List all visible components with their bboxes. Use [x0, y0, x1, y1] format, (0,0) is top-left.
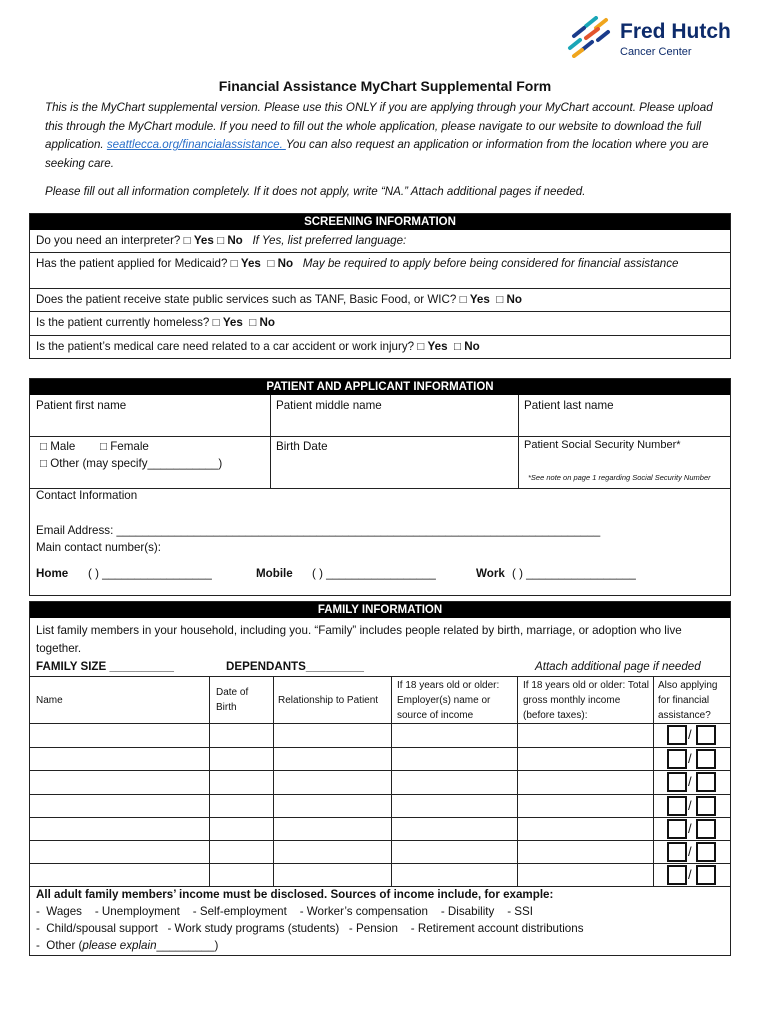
applying-checkbox-no[interactable] — [696, 865, 716, 885]
applying-checkbox-yes[interactable] — [667, 725, 687, 745]
fred-hutch-logo — [566, 16, 736, 60]
family-size-field[interactable]: FAMILY SIZE __________ — [36, 660, 174, 673]
ssn-field[interactable]: Patient Social Security Number* — [524, 439, 681, 451]
col-relationship: Relationship to Patient — [278, 695, 379, 706]
intro-text-a: This is the MyChart supplemental version. Please use this ONLY if you are applying through your MyChart account. Please upload this through the MyChart module. If you need to fill out the whole application, please navigate to our website to download the full application. — [45, 101, 713, 151]
mobile-phone-field[interactable]: ( ) _________________ — [312, 567, 436, 580]
applying-checkbox-no[interactable] — [696, 819, 716, 839]
financial-assistance-link[interactable]: seattlecca.org/financialassistance. — [106, 138, 286, 151]
logo-mark-icon — [566, 16, 612, 58]
birth-date-field[interactable]: Birth Date — [276, 440, 328, 453]
applying-checkbox-no[interactable] — [696, 842, 716, 862]
family-section: FAMILY INFORMATION List family members in your household, including you. “Family” includes people related by birth, marriage, or adoption who live together. FAMILY SIZE __________ DEPENDANTS_________ Attach additional page if needed Name Date of Birth Relationship to Patient If 18 years old or older: Employer(s) name or source of income If 18 years old or older: Total gross monthly income (before taxes): Also applying for financial assistance? / / / / / / / All adult family members’ income must be disclosed. Sources of income include, for example: - Wages - Unemployment - Self-employment - Worker’s compensation - Disability - SSI - Child/spousal support - Work study programs (students) - Pension - Retirement account distributions - Other (please explain_________) — [29, 601, 731, 956]
col-applying: Also applying for financial assistance? — [658, 680, 718, 721]
email-field[interactable]: Email Address: ___________________________________________________________________________ — [36, 524, 601, 537]
medicaid-question[interactable]: Has the patient applied for Medicaid? □ Yes □ No May be required to apply before being considered for financial assistance — [30, 252, 730, 288]
work-phone-field[interactable]: ( ) _________________ — [512, 567, 636, 580]
form-title: Financial Assistance MyChart Supplemental Form — [218, 78, 552, 94]
col-income: If 18 years old or older: Total gross monthly income (before taxes): — [523, 680, 649, 721]
family-header: FAMILY INFORMATION — [30, 602, 730, 618]
dependants-field[interactable]: DEPENDANTS_________ — [226, 660, 364, 673]
contact-info-label: Contact Information — [36, 489, 138, 502]
home-phone-field[interactable]: ( ) _________________ — [88, 567, 212, 580]
homeless-question[interactable]: Is the patient currently homeless? □ Yes □ No — [30, 311, 730, 335]
patient-header: PATIENT AND APPLICANT INFORMATION — [30, 379, 730, 395]
income-line-3[interactable]: - Other (please explain_________) — [36, 939, 219, 952]
patient-last-name-field[interactable]: Patient last name — [524, 399, 614, 412]
mobile-label: Mobile — [256, 567, 293, 580]
family-intro: List family members in your household, including you. “Family” includes people related by birth, marriage, or adoption who live together. — [36, 624, 682, 655]
applying-checkbox-no[interactable] — [696, 725, 716, 745]
applying-checkbox-yes[interactable] — [667, 749, 687, 769]
applying-checkbox-yes[interactable] — [667, 796, 687, 816]
patient-section — [29, 378, 731, 596]
income-line-1: - Wages - Unemployment - Self-employment - Worker’s compensation - Disability - SSI — [36, 905, 533, 918]
applying-checkbox-yes[interactable] — [667, 865, 687, 885]
applying-checkbox-yes[interactable] — [667, 772, 687, 792]
work-label: Work — [476, 567, 505, 580]
state-services-question[interactable]: Does the patient receive state public services such as TANF, Basic Food, or WIC? □ Yes □ No — [30, 288, 730, 311]
col-dob: Date of Birth — [216, 687, 249, 713]
applying-checkbox-no[interactable] — [696, 749, 716, 769]
accident-question[interactable]: Is the patient’s medical care need related to a car accident or work injury? □ Yes □ No — [30, 335, 730, 358]
income-line-2: - Child/spousal support - Work study programs (students) - Pension - Retirement account distributions — [36, 922, 584, 935]
intro-text-b: You can also request an application or information from the location where you are seeking care. — [45, 138, 709, 170]
applying-checkbox-no[interactable] — [696, 796, 716, 816]
applying-checkbox-yes[interactable] — [667, 819, 687, 839]
attach-note: Attach additional page if needed — [535, 660, 701, 673]
applying-checkbox-yes[interactable] — [667, 842, 687, 862]
gender-female-option[interactable]: □ Female — [100, 440, 149, 453]
patient-middle-name-field[interactable]: Patient middle name — [276, 399, 382, 412]
interpreter-question[interactable]: Do you need an interpreter? □ Yes □ No If Yes, list preferred language: — [36, 234, 407, 247]
main-contact-label: Main contact number(s): — [36, 541, 162, 554]
logo-subtitle: Cancer Center — [620, 46, 692, 58]
gender-male-option[interactable]: □ Male — [40, 440, 76, 453]
intro-paragraph — [45, 99, 725, 173]
col-name: Name — [36, 695, 63, 706]
screening-section — [29, 213, 731, 359]
gender-other-option[interactable]: □ Other (may specify___________) — [40, 457, 223, 470]
screening-header: SCREENING INFORMATION — [30, 214, 730, 230]
col-employer: If 18 years old or older: Employer(s) name or source of income — [397, 680, 500, 721]
applying-checkbox-no[interactable] — [696, 772, 716, 792]
instructions: Please fill out all information completely. If it does not apply, write “NA.” Attach additional pages if needed. — [45, 185, 586, 198]
logo-name: Fred Hutch — [620, 20, 731, 43]
income-title: All adult family members’ income must be disclosed. Sources of income include, for example: — [36, 888, 554, 901]
ssn-note: *See note on page 1 regarding Social Security Number — [528, 473, 711, 482]
patient-first-name-field[interactable]: Patient first name — [36, 399, 127, 412]
home-label: Home — [36, 567, 69, 580]
